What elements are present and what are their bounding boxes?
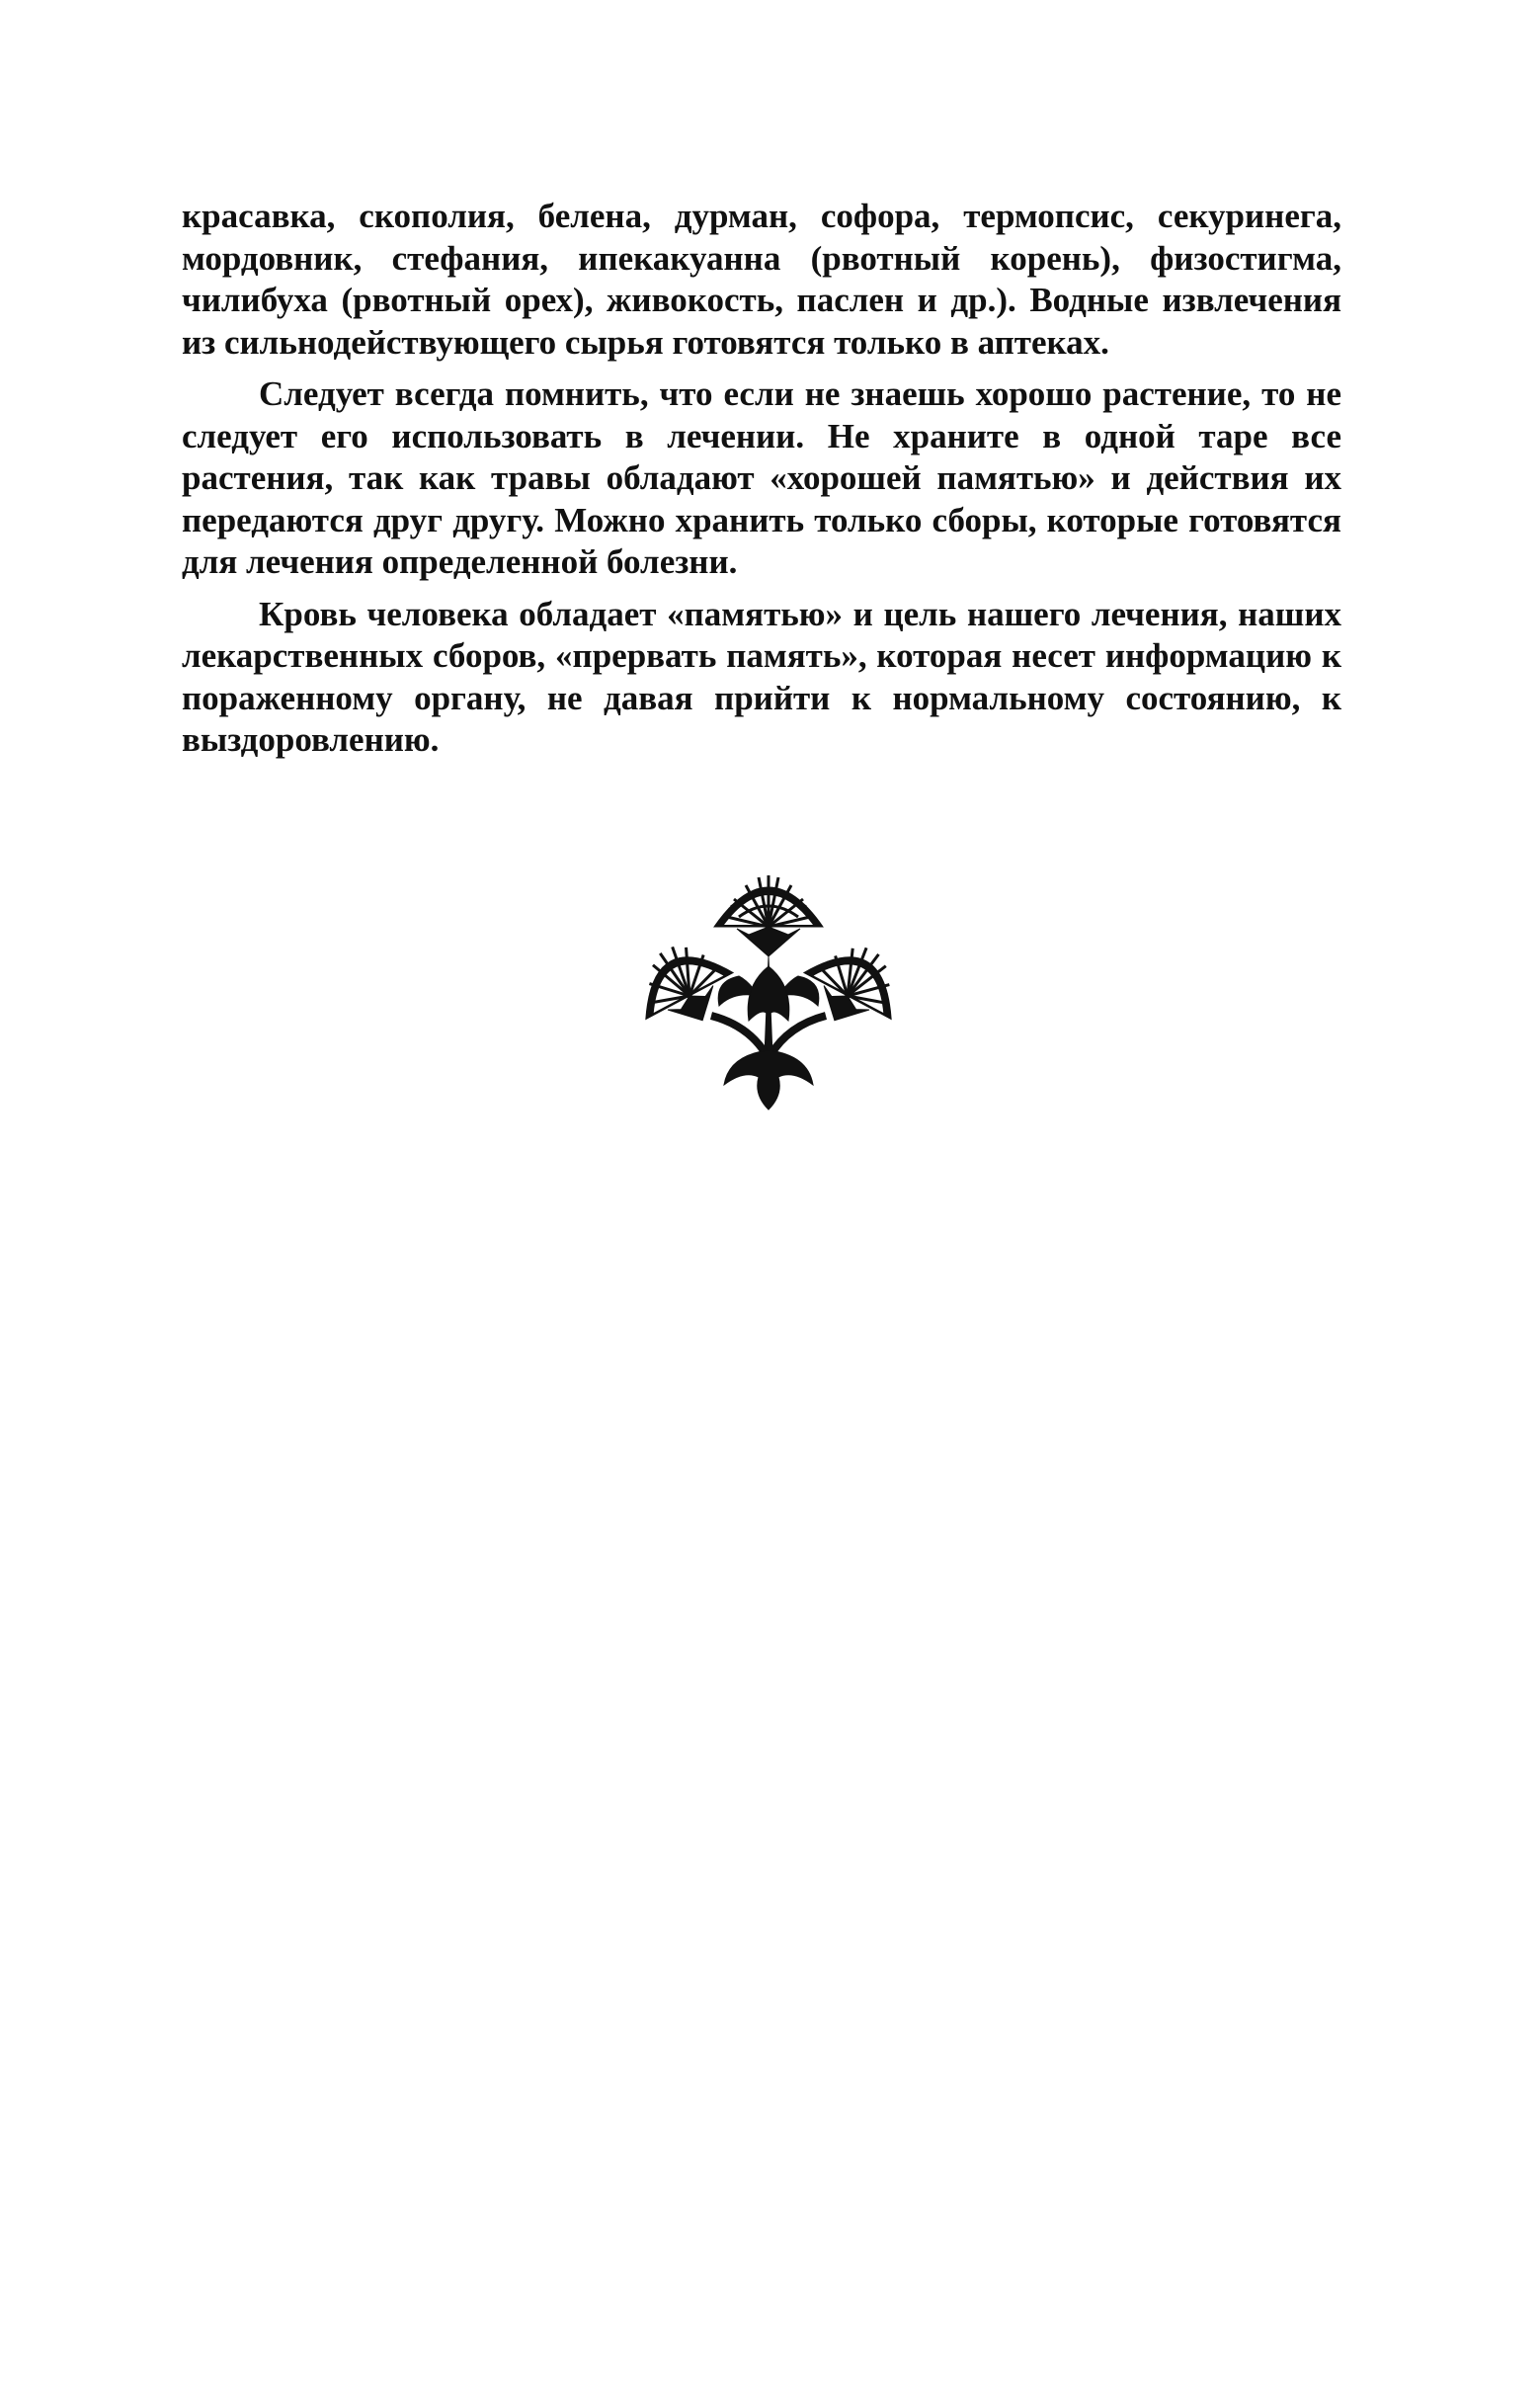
- stems: [711, 956, 826, 1110]
- paragraph-herb-list: красавка, скополия, белена, дурман, софора, термопсис, секуринега, мордовник, стефания, ипекакуанна (рвотный корень), физостигма, чилибуха (рвотный орех), живокость, паслен и др.). Водные извлечения из сильнодействующего сырья готовятся только в аптеках.: [182, 197, 1341, 362]
- center-fan: [714, 875, 823, 956]
- paragraph-blood-memory: Кровь человека обладает «памятью» и цель нашего лечения, наших лекарственных сборов, «прервать память», которая несет информацию к пораженному органу, не давая прийти к нормальному состоянию, к выздоровлению.: [182, 594, 1341, 759]
- body-text: [182, 196, 1341, 762]
- floral-ornament-icon: [620, 858, 917, 1114]
- paragraph-storage-advice: Следует всегда помнить, что если не знаешь хорошо растение, то не следует его использовать в лечении. Не храните в одной таре все растения, так как травы обладают «хорошей памятью» и действия их передаются друг другу. Можно хранить только сборы, которые готовятся для лечения определенной болезни.: [182, 374, 1341, 581]
